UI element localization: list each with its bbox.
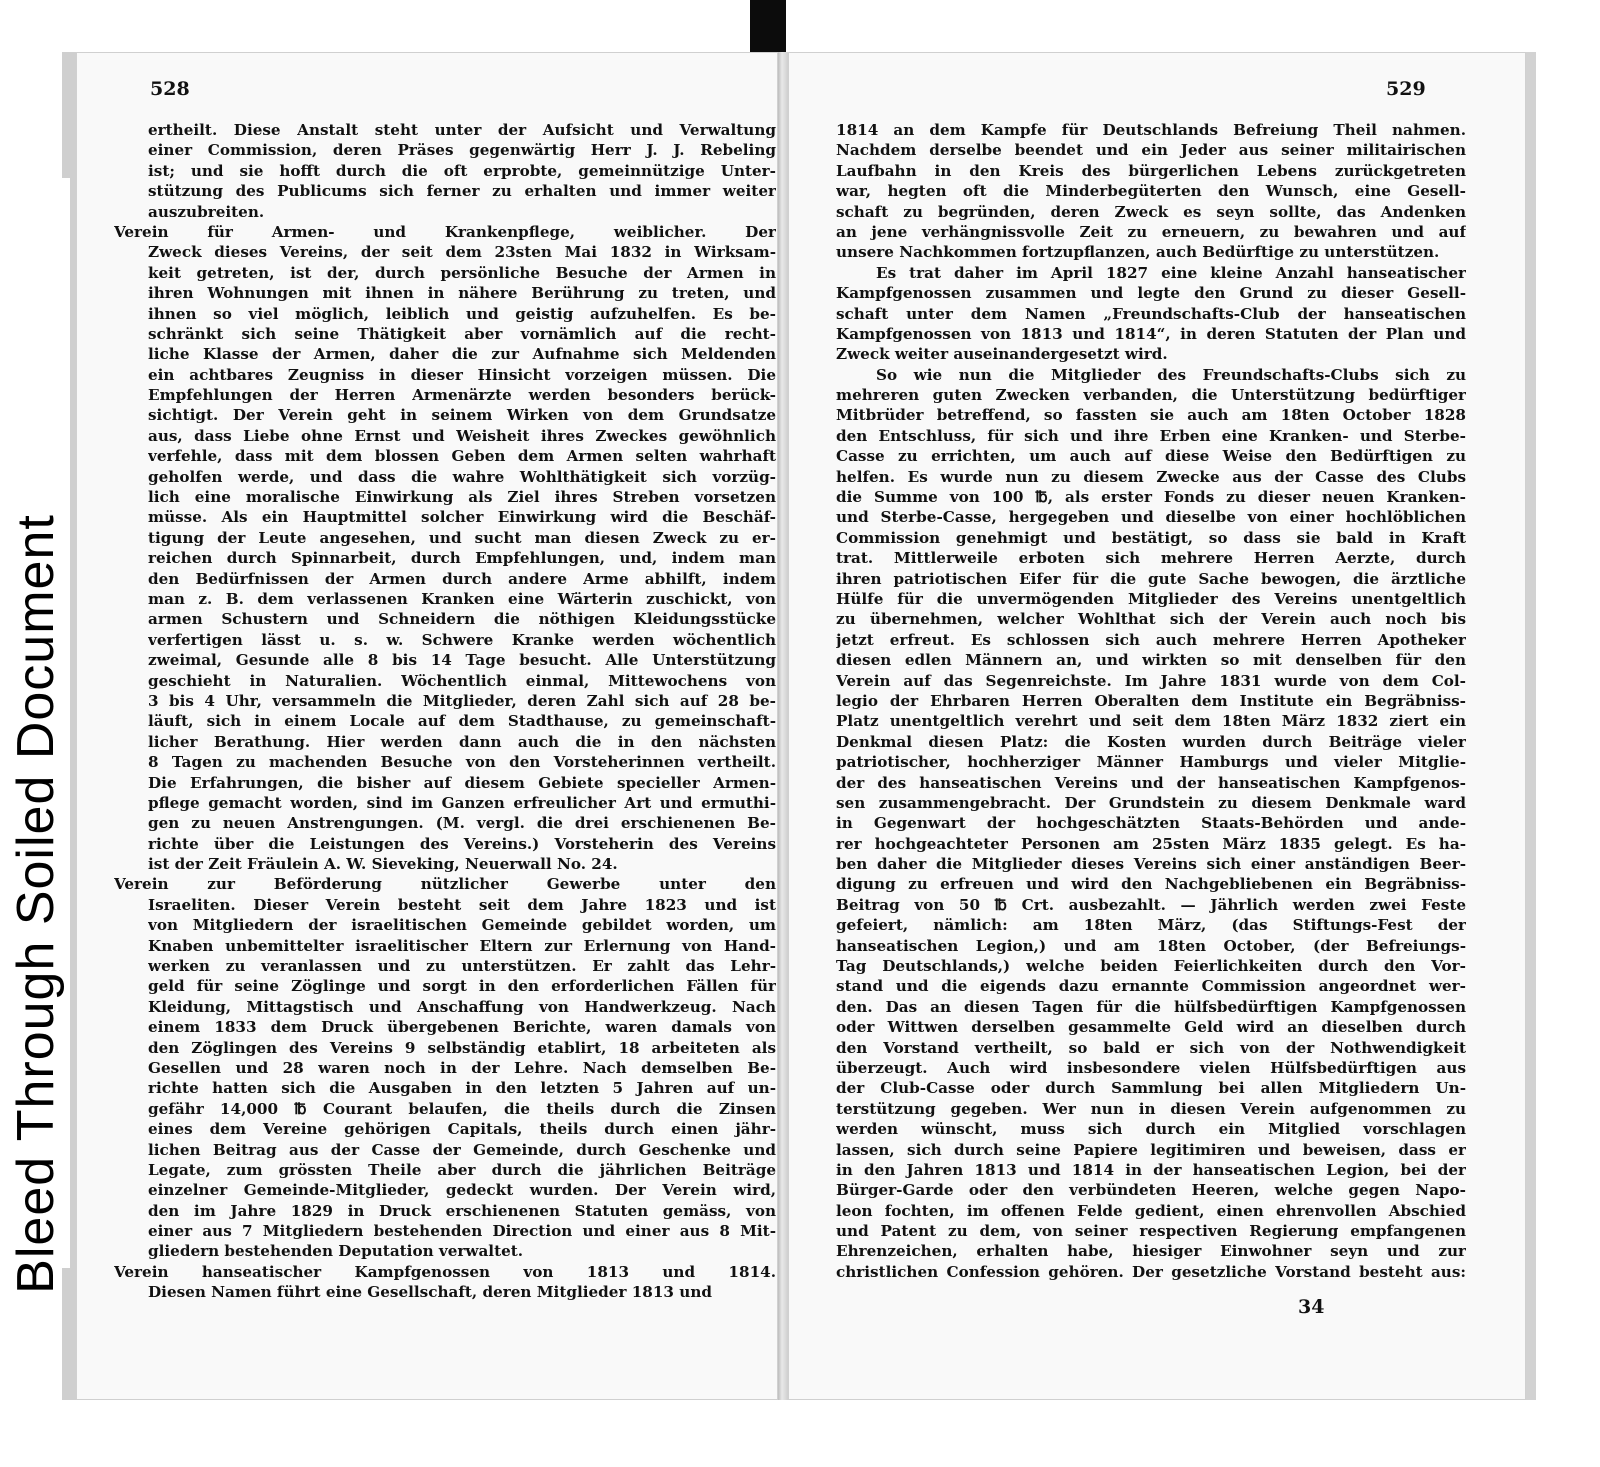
text-line: stand und die eigends dazu ernannte Commission angeordnet wer- [836,977,1466,996]
text-line: Verein zur Beförderung nützlicher Gewerbe unter den [114,875,776,894]
right-page [788,52,1536,1400]
text-line: patriotischer, hochherziger Männer Hamburgs und vieler Mitglie- [836,753,1466,772]
text-line: gliedern bestehenden Deputation verwaltet. [148,1242,524,1261]
text-line: Ehrenzeichen, erhalten habe, hiesiger Einwohner seyn und zur [836,1242,1466,1261]
text-line: in Gegenwart der hochgeschätzten Staats-Behörden und ande- [836,814,1466,833]
text-line: gen zu neuen Anstrengungen. (M. vergl. die drei erschienenen Be- [148,814,776,833]
text-line: 8 Tagen zu machenden Besuche von den Vorsteherinnen vertheilt. [148,753,776,772]
book-gutter [778,52,788,1400]
text-line: richte hatten sich die Ausgaben in den letzten 5 Jahren auf un- [148,1079,776,1098]
text-line: geld für seine Zöglinge und sorgt in den erforderlichen Fällen für [148,977,776,996]
text-line: reichen durch Spinnarbeit, durch Empfehlungen, und, indem man [148,549,776,568]
text-line: tigung der Leute angesehen, und sucht man diesen Zweck zu er- [148,528,776,547]
text-line: werden wünscht, muss sich durch ein Mitglied vorschlagen [836,1120,1466,1139]
text-line: So wie nun die Mitglieder des Freundschafts-Clubs sich zu [876,365,1466,384]
text-line: sichtigt. Der Verein geht in seinem Wirken von dem Grundsatze [148,406,776,425]
text-line: einzelner Gemeinde-Mitglieder, gedeckt wurden. Der Verein wird, [148,1181,776,1200]
text-line: der Club-Casse oder durch Sammlung bei allen Mitgliedern Un- [836,1079,1466,1098]
text-line: leon fochten, im offenen Felde gedient, einen ehrenvollen Abschied [836,1201,1466,1220]
text-line: gefähr 14,000 ℔ Courant belaufen, die theils durch die Zinsen [148,1099,776,1118]
page-number: 529 [1386,78,1426,100]
text-line: Kampfgenossen von 1813 und 1814“, in deren Statuten der Plan und [836,324,1466,343]
text-line: einer Commission, deren Präses gegenwärtig Herr J. J. Rebeling [148,141,776,160]
text-line: Legate, zum grössten Theile aber durch die jährlichen Beiträge [148,1160,776,1179]
text-line: schaft zu begründen, deren Zweck es seyn sollte, das Andenken [836,202,1466,221]
text-line: und Patent zu dem, von seiner respectiven Regierung empfangenen [836,1222,1466,1241]
text-line: 1814 an dem Kampfe für Deutschlands Befreiung Theil nahmen. [836,121,1466,139]
text-line: 3 bis 4 Uhr, versammeln die Mitglieder, deren Zahl sich auf 28 be- [148,691,776,710]
text-line: keit getreten, ist der, durch persönliche Besuche der Armen in [148,263,776,282]
text-line: Bürger-Garde oder den verbündeten Heeren, welche gegen Napo- [836,1181,1466,1200]
text-line: einem 1833 dem Druck übergebenen Berichte, waren damals von [148,1018,776,1037]
text-line: terstützung gegeben. Wer nun in diesen Verein aufgenommen zu [836,1099,1466,1118]
text-line: Knaben unbemittelter israelitischer Eltern zur Erlernung von Hand- [148,936,776,955]
text-line: Gesellen und 28 waren noch in der Lehre. Nach demselben Be- [148,1058,776,1077]
text-line: gefeiert, nämlich: am 18ten März, (das Stiftungs-Fest der [836,916,1466,935]
text-line: in den Jahren 1813 und 1814 in der hanseatischen Legion, bei der [836,1160,1466,1179]
text-line: ein achtbares Zeugniss in dieser Hinsicht vorzeigen müssen. Die [148,365,776,384]
text-line: und Sterbe-Casse, hergegeben und dieselbe von einer hochlöblichen [836,508,1466,527]
page-number: 528 [150,78,190,100]
text-line: überzeugt. Auch wird insbesondere vielen Hülfsbedürftigen aus [836,1058,1466,1077]
text-line: helfen. Es wurde nun zu diesem Zwecke aus der Casse des Clubs [836,467,1466,486]
text-line: legio der Ehrbaren Herren Oberalten dem Institute ein Begräbniss- [836,691,1466,710]
text-line: Zweck dieses Vereins, der seit dem 23sten Mai 1832 in Wirksam- [148,243,776,262]
text-line: hanseatischen Legion,) und am 18ten October, (der Befreiungs- [836,936,1466,955]
text-line: liche Klasse der Armen, daher die zur Aufnahme sich Meldenden [148,345,776,364]
text-line: den im Jahre 1829 in Druck erschienenen Statuten gemäss, von [148,1201,776,1220]
text-line: ertheilt. Diese Anstalt steht unter der Aufsicht und Verwaltung [148,121,776,139]
text-line: ben daher die Mitglieder dieses Vereins sich einer anständigen Beer- [836,855,1466,874]
text-line: rer hochgeachteter Personen am 25sten März 1835 gelegt. Es ha- [836,834,1466,853]
text-line: Empfehlungen der Herren Armenärzte werden besonders berück- [148,386,776,405]
text-line: auszubreiten. [148,202,265,221]
text-line: müsse. Als ein Hauptmittel solcher Einwirkung wird die Beschäf- [148,508,776,527]
text-line: schränkt sich seine Thätigkeit aber vornämlich auf die recht- [148,324,776,343]
text-line: Laufbahn in den Kreis des bürgerlichen Lebens zurückgetreten [836,161,1466,180]
text-line: verfehle, dass mit dem blossen Geben dem Armen selten wahrhaft [148,447,776,466]
text-line: licher Berathung. Hier werden dann auch die in den nächsten [148,732,776,751]
text-line: lichen Beitrag aus der Casse der Gemeinde, durch Geschenke und [148,1140,776,1159]
text-line: den. Das an diesen Tagen für die hülfsbedürftigen Kampfgenossen [836,997,1466,1016]
condition-stamp-text: Bleed Through Soiled Document [7,514,65,1294]
text-line: Verein für Armen- und Krankenpflege, weiblicher. Der [114,222,776,241]
text-line: Diesen Namen führt eine Gesellschaft, deren Mitglieder 1813 und [148,1283,712,1302]
text-line: lassen, sich durch seine Papiere legitimiren und beweisen, dass er [836,1140,1466,1159]
text-line: verfertigen lässt u. s. w. Schwere Kranke werden wöchentlich [148,630,776,649]
text-line: der des hanseatischen Vereins und der hanseatischen Kampfgenos- [836,773,1466,792]
text-line: sen zusammengebracht. Der Grundstein zu diesem Denkmale ward [836,793,1466,812]
left-page [62,52,778,1400]
text-line: Zweck weiter auseinandergesetzt wird. [836,345,1168,364]
text-line: Israeliten. Dieser Verein besteht seit dem Jahre 1823 und ist [148,895,776,914]
text-line: zu übernehmen, welcher Wohlthat sich der Verein auch noch bis [836,610,1466,629]
text-line: ihren patriotischen Eifer für die gute Sache bewogen, die ärztliche [836,569,1466,588]
text-line: Nachdem derselbe beendet und ein Jeder aus seiner militairischen [836,141,1466,160]
text-line: geschieht in Naturalien. Wöchentlich einmal, Mittewochens von [148,671,776,690]
text-line: oder Wittwen derselben gesammelte Geld wird an dieselben durch [836,1018,1466,1037]
text-line: diesen edlen Männern an, und wirkten so mit denselben für den [836,651,1466,670]
text-line: Verein auf das Segenreichste. Im Jahre 1831 wurde von dem Col- [836,671,1466,690]
right-page-text [836,120,1466,1282]
text-line: Mitbrüder betreffend, so fassten sie auch am 18ten October 1828 [836,406,1466,425]
text-line: zweimal, Gesunde alle 8 bis 14 Tage besucht. Alle Unterstützung [148,651,776,670]
text-line: stützung des Publicums sich ferner zu erhalten und immer weiter [148,182,776,201]
text-line: Platz unentgeltlich verehrt und seit dem 18ten März 1832 ziert ein [836,712,1466,731]
text-line: richte über die Leistungen des Vereins.) Vorsteherin des Vereins [148,834,776,853]
text-line: läuft, sich in einem Locale auf dem Stadthause, zu gemeinschaft- [148,712,776,731]
book-spine-shadow [750,0,786,52]
text-line: den Vorstand vertheilt, so bald er sich von der Nothwendigkeit [836,1038,1466,1057]
text-line: Verein hanseatischer Kampfgenossen von 1813 und 1814. [114,1262,776,1281]
text-line: ihren Wohnungen mit ihnen in nähere Berührung zu treten, und [148,284,776,303]
text-line: Die Erfahrungen, die bisher auf diesem Gebiete specieller Armen- [148,773,776,792]
text-line: christlichen Confession gehören. Der gesetzliche Vorstand besteht aus: [836,1262,1466,1281]
text-line: Kampfgenossen zusammen und legte den Grund zu dieser Gesell- [836,284,1466,303]
text-line: war, hegten oft die Minderbegüterten den Wunsch, eine Gesell- [836,182,1466,201]
text-line: aus, dass Liebe ohne Ernst und Weisheit ihres Zweckes gewöhnlich [148,426,776,445]
condition-stamp [0,178,70,1294]
text-line: geholfen werde, und dass die wahre Wohlthätigkeit sich vorzüg- [148,467,776,486]
left-page-text [114,120,776,1303]
text-line: die Summe von 100 ℔, als erster Fonds zu dieser neuen Kranken- [836,488,1466,507]
text-line: unsere Nachkommen fortzupflanzen, auch Bedürftige zu unterstützen. [836,243,1440,262]
text-line: Beitrag von 50 ℔ Crt. ausbezahlt. — Jährlich werden zwei Feste [836,895,1466,914]
text-line: an jene verhängnissvolle Zeit zu erneuern, zu bewahren und auf [836,222,1466,241]
text-line: Commission genehmigt und bestätigt, so dass sie bald in Kraft [836,528,1466,547]
text-line: man z. B. dem verlassenen Kranken eine Wärterin zuschickt, von [148,589,776,608]
text-line: Casse zu errichten, um auch auf diese Weise den Bedürftigen zu [836,447,1466,466]
text-line: digung zu erfreuen und wird den Nachgebliebenen ein Begräbniss- [836,875,1466,894]
text-line: trat. Mittlerweile erboten sich mehrere Herren Aerzte, durch [836,549,1466,568]
text-line: Tag Deutschlands,) welche beiden Feierlichkeiten durch den Vor- [836,957,1466,976]
text-line: jetzt erfreut. Es schlossen sich auch mehrere Herren Apotheker [836,630,1466,649]
text-line: lich eine moralische Einwirkung als Ziel ihres Streben vorsetzen [148,488,776,507]
text-line: werken zu veranlassen und zu unterstützen. Er zahlt das Lehr- [148,957,776,976]
text-line: den Bedürfnissen der Armen durch andere Arme abhilft, indem [148,569,776,588]
text-line: Denkmal diesen Platz: die Kosten wurden durch Beiträge vieler [836,732,1466,751]
text-line: Hülfe für die unvermögenden Mitglieder des Vereins unentgeltlich [836,589,1466,608]
text-line: den Zöglingen des Vereins 9 selbständig etablirt, 18 arbeiteten als [148,1038,776,1057]
text-line: ihnen so viel möglich, leiblich und geistig aufzuhelfen. Es be- [148,304,776,323]
text-line: Kleidung, Mittagstisch und Anschaffung von Handwerkzeug. Nach [148,997,776,1016]
signature-mark: 34 [1298,1296,1325,1318]
text-line: armen Schustern und Schneidern die nöthigen Kleidungsstücke [148,610,776,629]
text-line: von Mitgliedern der israelitischen Gemeinde gebildet worden, um [148,916,776,935]
text-line: den Entschluss, für sich und ihre Erben eine Kranken- und Sterbe- [836,426,1466,445]
text-line: ist der Zeit Fräulein A. W. Sieveking, Neuerwall No. 24. [148,855,618,874]
text-line: eines dem Vereine gehörigen Capitals, theils durch einen jähr- [148,1120,776,1139]
text-line: Es trat daher im April 1827 eine kleine Anzahl hanseatischer [876,263,1466,282]
text-line: einer aus 7 Mitgliedern bestehenden Direction und einer aus 8 Mit- [148,1222,776,1241]
text-line: pflege gemacht worden, sind im Ganzen erfreulicher Art und ermuthi- [148,793,776,812]
text-line: ist; und sie hofft durch die oft erprobte, gemeinnützige Unter- [148,161,776,180]
text-line: schaft unter dem Namen „Freundschafts-Club der hanseatischen [836,304,1466,323]
text-line: mehreren guten Zwecken verbanden, die Unterstützung bedürftiger [836,386,1466,405]
